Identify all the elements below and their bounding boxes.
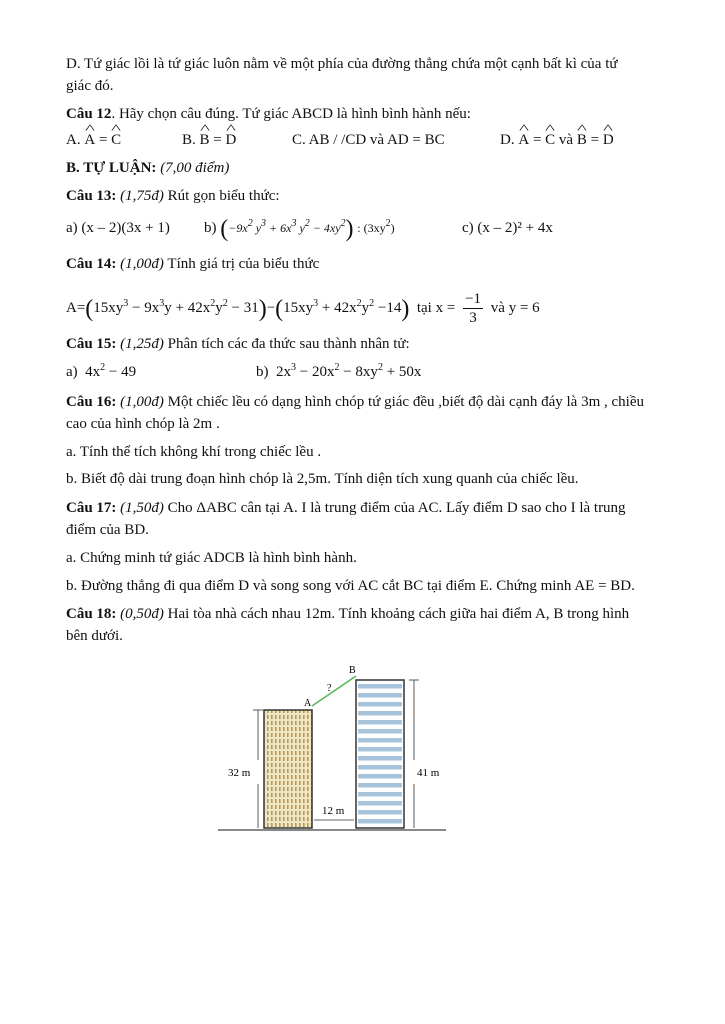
q13-text: Rút gọn biểu thức:: [163, 188, 280, 204]
tower-window-band: [358, 711, 402, 716]
q16-part-b: b. Biết độ dài trung đoạn hình chóp là 2,5m. Tính diện tích xung quanh của chiếc lều.: [66, 471, 579, 487]
q14-expression: $A=(15xy^3 - 9x^3y + 42x^2y^2 - 31)-(15xy^3 + 42x^2y^2 -14)$ tại x = $\frac{-1}{3}$ và y = 6: [66, 291, 540, 326]
q17-text-cont: điểm của BD.: [66, 522, 149, 538]
q12-option-d: D. ^ A = ^ C và ^ B = ^ D: [500, 130, 614, 150]
gap-label: 12 m: [322, 805, 345, 817]
fraction-denominator: 3: [469, 310, 477, 326]
tower-window-band: [358, 693, 402, 698]
tower-window-band: [358, 684, 402, 689]
q18-label: Câu 18:: [66, 606, 117, 622]
right-building: [356, 680, 404, 828]
q17-label: Câu 17:: [66, 500, 117, 516]
q15-text: Phân tích các đa thức sau thành nhân tử:: [163, 336, 410, 352]
tower-window-band: [358, 738, 402, 743]
tower-window-band: [358, 729, 402, 734]
tower-window-band: [358, 765, 402, 770]
q14-heading: [66, 254, 319, 274]
q13-item-b: b) ($-9x^2$ $y^3 + 6x^3$ $y^2 - 4xy^2$) : $(3xy^2)$: [204, 216, 395, 242]
tower-window-band: [358, 720, 402, 725]
q14-points: (1,00đ): [116, 256, 164, 272]
q13-heading: [66, 186, 280, 206]
q17-heading: [66, 498, 626, 518]
q15-b-label: b): [256, 364, 269, 380]
tower-window-band: [358, 756, 402, 761]
q18-text: Hai tòa nhà cách nhau 12m. Tính khoảng cách giữa hai điểm A, B trong hình: [163, 606, 630, 622]
q16-heading: [66, 392, 644, 412]
option-a-label: A.: [66, 132, 81, 148]
point-a-label: A: [304, 698, 312, 709]
q14-at-x: tại x =: [416, 299, 456, 316]
q17-text: Cho ΔABC cân tại A. I là trung điểm của AC. Lấy điểm D sao cho I là trung: [163, 500, 626, 516]
q15-points: (1,25đ): [116, 336, 164, 352]
q13-item-a: a) (x – 2)(3x + 1): [66, 220, 170, 236]
left-height-label: 32 m: [228, 767, 251, 779]
q18-text-cont: bên dưới.: [66, 628, 123, 644]
section-b-points: (7,00 điểm): [156, 160, 230, 176]
q13-b-label: b): [204, 220, 217, 236]
tower-window-band: [358, 801, 402, 806]
section-b-label: B. TỰ LUẬN:: [66, 160, 157, 176]
q18-heading: [66, 604, 629, 624]
q15-item-a: a) $4x^2 - 49$: [66, 362, 137, 380]
question-mark: ?: [327, 683, 332, 694]
option-b-label: B.: [182, 132, 196, 148]
q12-heading: [66, 104, 471, 124]
left-building: [264, 710, 312, 828]
q12-option-c: C. AB / /CD và AD = BC: [292, 132, 445, 148]
fraction-numerator: −1: [465, 291, 482, 307]
q15-heading: [66, 334, 410, 354]
ab-segment: [312, 676, 356, 706]
option-d-label: D.: [500, 132, 515, 148]
tower-window-band: [358, 783, 402, 788]
q16-points: (1,00đ): [116, 394, 164, 410]
q14-label: Câu 14:: [66, 256, 117, 272]
q12-text: . Hãy chọn câu đúng. Tứ giác ABCD là hình bình hành nếu:: [111, 106, 471, 122]
q17-part-a: a. Chứng minh tứ giác ADCB là hình bình hành.: [66, 550, 357, 566]
q15-label: Câu 15:: [66, 336, 117, 352]
tower-window-band: [358, 774, 402, 779]
q17-points: (1,50đ): [116, 500, 164, 516]
right-height-label: 41 m: [417, 767, 440, 779]
q16-label: Câu 16:: [66, 394, 117, 410]
q12-option-b: B. ^ B = ^ D: [182, 130, 236, 150]
tower-window-band: [358, 747, 402, 752]
q17-part-b: b. Đường thẳng đi qua điểm D và song song với AC cắt BC tại điểm E. Chứng minh AE = BD.: [66, 578, 635, 594]
q12-option-a: A. ^ A = ^ C: [66, 130, 121, 150]
q14-and-y: và y = 6: [490, 299, 540, 316]
option-d-line-cont: giác đó.: [66, 78, 114, 94]
q16-part-a: a. Tính thể tích không khí trong chiếc lều .: [66, 444, 322, 460]
section-b-heading: [66, 158, 229, 178]
option-d-line: D. Tứ giác lồi là tứ giác luôn nằm về một phía của đường thẳng chứa một cạnh bất kì của tứ: [66, 56, 618, 72]
point-b-label: B: [349, 665, 356, 676]
tower-window-band: [358, 702, 402, 707]
tower-window-band: [358, 819, 402, 824]
q12-label: Câu 12: [66, 106, 112, 122]
q18-points: (0,50đ): [116, 606, 164, 622]
tower-window-band: [358, 792, 402, 797]
option-d-and: và: [558, 132, 574, 148]
q14-text: Tính giá trị của biểu thức: [163, 256, 320, 272]
tower-window-band: [358, 810, 402, 815]
q16-text-cont: cao của hình chóp là 2m .: [66, 416, 220, 432]
q16-text: Một chiếc lều có dạng hình chóp tứ giác đều ,biết độ dài cạnh đáy là 3m , chiều: [163, 394, 644, 410]
q14-x-fraction: [463, 290, 483, 327]
q13-points: (1,75đ): [116, 188, 164, 204]
q13-item-c: c) (x – 2)² + 4x: [462, 220, 553, 236]
q15-item-b: b) $2x^3 - 20x^2 - 8xy^2 + 50x$: [256, 362, 422, 380]
q15-a-label: a): [66, 364, 78, 380]
buildings-figure: [218, 660, 448, 838]
q13-label: Câu 13:: [66, 188, 117, 204]
